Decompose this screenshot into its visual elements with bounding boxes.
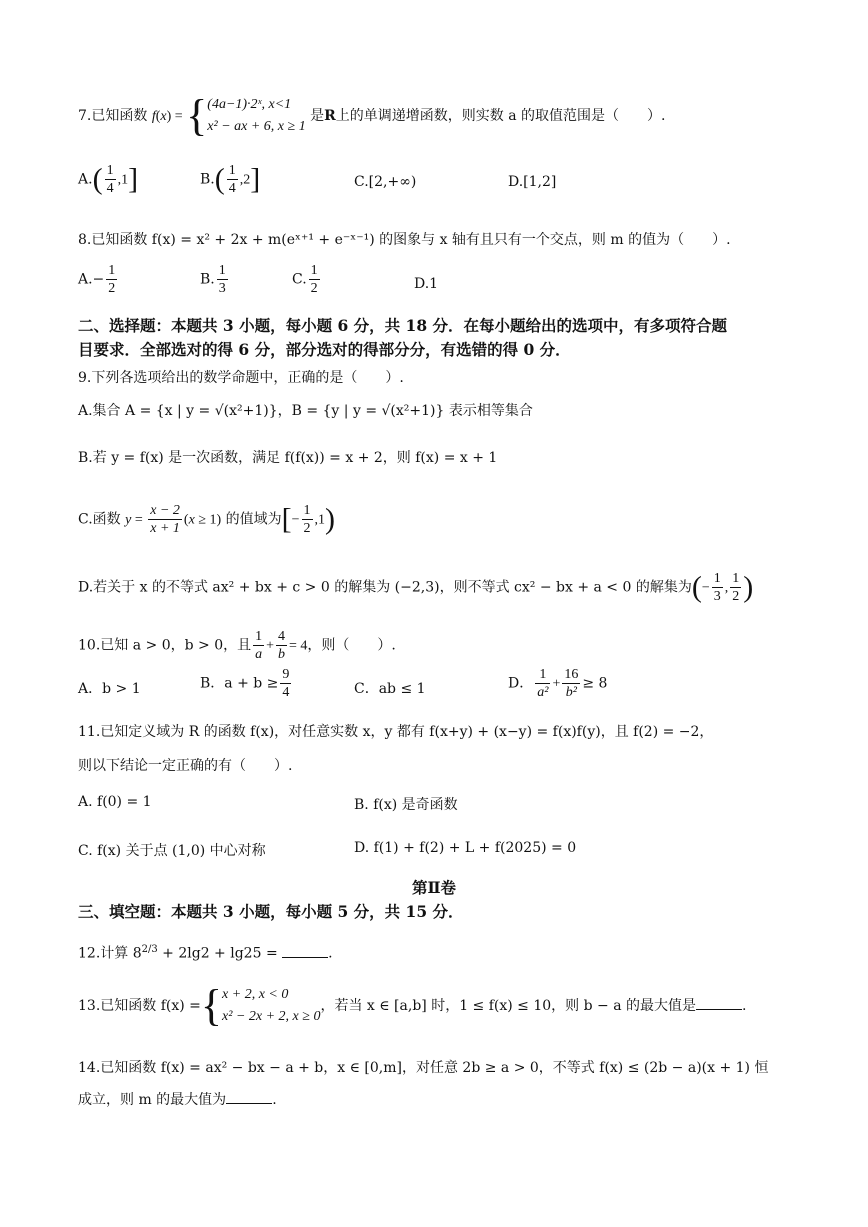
question-text: ，则（ ）. bbox=[307, 637, 396, 654]
option-7B[interactable]: B.( $\frac{1}{4}$ ,2] bbox=[200, 162, 261, 196]
option-label: B. bbox=[200, 271, 215, 288]
option-9C[interactable]: C.函数 y = $\frac{x - 2}{x + 1}$ (x ≥ 1) 的值域为[− $\frac{1}{2}$ ,1) bbox=[78, 502, 336, 536]
case-2: x² − 2x + 2, x ≥ 0 bbox=[222, 1009, 321, 1024]
option-label: A. bbox=[78, 171, 93, 188]
option-text: C.函数 bbox=[78, 511, 121, 528]
punctuation: . bbox=[742, 998, 747, 1014]
option-11D[interactable]: D. f(1) + f(2) + L + f(2025) = 0 bbox=[354, 840, 577, 856]
question-7: 7.已知函数 f(x) = { (4a−1)·2ˣ, x<1 x² − ax + 6, x ≥ 1 是R上的单调递增函数，则实数 a 的取值范围是（ ）. bbox=[78, 91, 666, 140]
option-7C[interactable]: C.[2,+∞) bbox=[354, 174, 417, 190]
question-11: 11.已知定义域为 R 的函数 f(x)，对任意实数 x，y 都有 f(x+y) + (x−y) = f(x)f(y)，且 f(2) = −2， bbox=[78, 724, 714, 740]
answer-blank[interactable] bbox=[226, 1091, 272, 1104]
option-label: A.− bbox=[78, 271, 105, 288]
option-text: 的值域为 bbox=[225, 511, 282, 528]
option-text: D.若关于 x 的不等式 ax² + bx + c > 0 的解集为 (−2,3)，则不等式 cx² − bx + a < 0 的解集为 bbox=[78, 579, 692, 596]
question-text: 10.已知 a > 0，b > 0，且 bbox=[78, 637, 252, 654]
question-text: ，若当 x ∈ [a,b] 时，1 ≤ f(x) ≤ 10，则 b − a 的最大值是 bbox=[320, 998, 697, 1014]
option-8B[interactable]: B. $\frac{1}{3}$ bbox=[200, 263, 226, 296]
option-8D[interactable]: D.1 bbox=[414, 276, 439, 292]
option-9D[interactable]: D.若关于 x 的不等式 ax² + bx + c > 0 的解集为 (−2,3)，则不等式 cx² − bx + a < 0 的解集为(− $\frac{1}{3}$ , $\frac{1}{2}$ ) bbox=[78, 570, 754, 604]
section-2-heading-cont: 目要求．全部选对的得 6 分，部分选对的得部分分，有选错的得 0 分． bbox=[78, 340, 571, 359]
case-1: x + 2, x < 0 bbox=[222, 987, 289, 1002]
option-11C[interactable]: C. f(x) 关于点 (1,0) 中心对称 bbox=[78, 843, 266, 859]
option-7A[interactable]: A.( $\frac{1}{4}$ ,1] bbox=[78, 162, 139, 196]
section-3-heading: 三、填空题：本题共 3 小题，每小题 5 分，共 15 分． bbox=[78, 902, 464, 921]
option-9B[interactable]: B.若 y = f(x) 是一次函数，满足 f(f(x)) = x + 2，则 f(x) = x + 1 bbox=[78, 450, 498, 466]
option-11B[interactable]: B. f(x) 是奇函数 bbox=[354, 797, 458, 813]
question-8: 8.已知函数 f(x) = x² + 2x + m(eˣ⁺¹ + e⁻ˣ⁻¹) 的图象与 x 轴有且只有一个交点，则 m 的值为（ ）. bbox=[78, 232, 731, 248]
exponent: 2/3 bbox=[141, 944, 158, 955]
option-10A[interactable]: A．b > 1 bbox=[78, 681, 141, 697]
option-10D[interactable]: D． $\frac{1}{\text{a²}}$ + $\frac{16}{\text{b²}}$ ≥ 8 bbox=[508, 667, 608, 700]
question-9: 9.下列各选项给出的数学命题中，正确的是（ ）. bbox=[78, 370, 404, 386]
question-14: 14.已知函数 f(x) = ax² − bx − a + b，x ∈ [0,m]，对任意 2b ≥ a > 0，不等式 f(x) ≤ (2b − a)(x + 1) 恒 bbox=[78, 1060, 769, 1076]
option-9A[interactable]: A.集合 A = {x | y = √(x²+1)}，B = {y | y = √(x²+1)} 表示相等集合 bbox=[78, 403, 533, 419]
question-text: + 2lg2 + lg25 = bbox=[157, 945, 283, 962]
option-text: B．a + b ≥ bbox=[200, 675, 279, 692]
question-text: 12.计算 8 bbox=[78, 945, 142, 962]
option-8A[interactable]: A.− $\frac{1}{2}$ bbox=[78, 263, 116, 296]
section-2-heading: 二、选择题：本题共 3 小题，每小题 6 分，共 18 分．在每小题给出的选项中，有多项符合题 bbox=[78, 316, 728, 335]
option-label: B. bbox=[200, 171, 215, 188]
question-text: 成立，则 m 的最大值为 bbox=[78, 1092, 227, 1108]
answer-blank[interactable] bbox=[696, 997, 742, 1010]
question-text: 上的单调递增函数，则实数 a 的取值范围是（ ）. bbox=[335, 108, 666, 124]
case-2: x² − ax + 6, x ≥ 1 bbox=[207, 119, 306, 134]
punctuation: . bbox=[272, 1092, 277, 1108]
option-11A[interactable]: A. f(0) = 1 bbox=[78, 794, 152, 810]
case-1: (4a−1)·2ˣ, x<1 bbox=[207, 97, 292, 112]
part-2-heading: 第Ⅱ卷 bbox=[411, 878, 457, 897]
option-label: C. bbox=[292, 271, 307, 288]
option-text: ≥ 8 bbox=[582, 675, 608, 692]
bold-R: R bbox=[324, 108, 336, 124]
question-13: 13.已知函数 f(x) ={ x + 2, x < 0 x² − 2x + 2, x ≥ 0 ，若当 x ∈ [a,b] 时，1 ≤ f(x) ≤ 10，则 b − a 的最大值是 . bbox=[78, 981, 747, 1030]
option-10C[interactable]: C．ab ≤ 1 bbox=[354, 681, 426, 697]
punctuation: . bbox=[328, 945, 333, 962]
answer-blank[interactable] bbox=[282, 945, 328, 958]
question-11-cont: 则以下结论一定正确的有（ ）. bbox=[78, 758, 293, 774]
question-text: 是 bbox=[310, 108, 325, 124]
option-8C[interactable]: C. $\frac{1}{2}$ bbox=[292, 263, 318, 296]
option-text: D． bbox=[508, 675, 534, 692]
question-text: 13.已知函数 f(x) = bbox=[78, 998, 201, 1014]
question-10: 10.已知 a > 0，b > 0，且 $\frac{1}{a}$ + $\frac{4}{b}$ = 4，则（ ）. bbox=[78, 629, 396, 662]
question-text: 已知函数 bbox=[91, 108, 148, 124]
question-number: 7. bbox=[78, 108, 92, 124]
option-10B[interactable]: B．a + b ≥ $\frac{9}{4}$ bbox=[200, 667, 290, 700]
question-12 bbox=[78, 940, 333, 964]
question-14-cont bbox=[78, 1090, 277, 1110]
option-7D[interactable]: D.[1,2] bbox=[508, 174, 557, 190]
